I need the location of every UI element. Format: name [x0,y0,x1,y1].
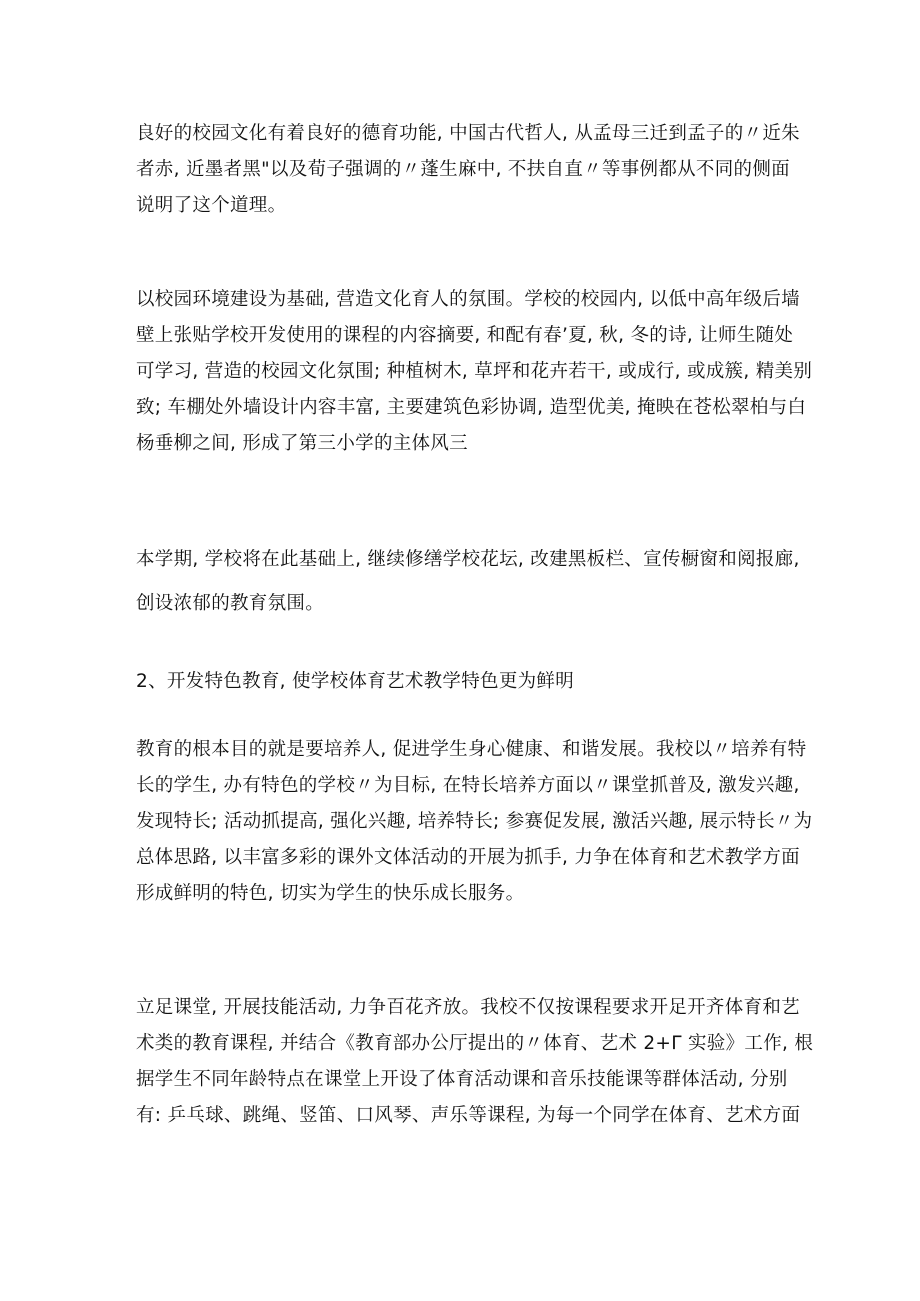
text-line: 良好的校园文化有着良好的德育功能, 中国古代哲人, 从孟母三迁到孟子的〃近朱 [136,123,800,144]
text-line: 可学习, 营造的校园文化氛围; 种植树木, 草坪和花卉若干, 或成行, 或成簇, 精美别 [136,361,813,382]
paragraph-semester-plan [136,538,800,626]
text-line: 术类的教育课程, 并结合《教育部办公厅提出的〃体育、艺术 2+Γ 实验》工作, 根 [136,1033,814,1054]
text-line: 杨垂柳之间, 形成了第三小学的主体风三 [136,433,468,454]
text-line: 形成鲜明的特色, 切实为学生的快乐成长服务。 [136,883,525,904]
text-line: 教育的根本目的就是要培养人, 促进学生身心健康、和谐发展。我校以〃培养有特 [136,739,807,760]
paragraph-classroom-activities [136,990,814,1134]
paragraph-education-goal [136,732,813,912]
text-line: 壁上张贴学校开发使用的课程的内容摘要, 和配有春’夏, 秋, 冬的诗, 让师生随处 [136,325,794,346]
text-line: 以校园环境建设为基础, 营造文化育人的氛围。学校的校园内, 以低中高年级后墙 [136,289,800,310]
paragraph-campus-environment [136,282,813,462]
text-line: 说明了这个道理。 [136,195,287,216]
text-line: 据学生不同年龄特点在课堂上开设了体育活动课和音乐技能课等群体活动, 分别 [136,1069,788,1090]
text-line: 创设浓郁的教育氛围。 [136,593,325,614]
text-line: 有: 乒乓球、跳绳、竖笛、口风琴、声乐等课程, 为每一个同学在体育、艺术方面 [136,1105,801,1126]
heading-line: 2、开发特色教育, 使学校体育艺术教学特色更为鲜明 [136,671,575,692]
text-line: 总体思路, 以丰富多彩的课外文体活动的开展为抓手, 力争在体育和艺术教学方面 [136,847,800,868]
text-line: 立足课堂, 开展技能活动, 力争百花齐放。我校不仅按课程要求开足开齐体育和艺 [136,997,800,1018]
text-line: 者赤, 近墨者黑"以及荀子强调的〃蓬生麻中, 不扶自直〃等事例都从不同的侧面 [136,159,790,180]
text-line: 致; 车棚处外墙设计内容丰富, 主要建筑色彩协调, 造型优美, 掩映在苍松翠柏与白 [136,397,807,418]
text-line: 发现特长; 活动抓提高, 强化兴趣, 培养特长; 参赛促发展, 激活兴趣, 展示特长〃为 [136,811,813,832]
paragraph-school-culture-intro [136,116,800,224]
text-line: 本学期, 学校将在此基础上, 继续修缮学校花坛, 改建黑板栏、宣传橱窗和阅报廊, [136,549,800,570]
section-heading [136,660,796,704]
text-line: 长的学生, 办有特色的学校〃为目标, 在特长培养方面以〃课堂抓普及, 激发兴趣, [136,775,800,796]
